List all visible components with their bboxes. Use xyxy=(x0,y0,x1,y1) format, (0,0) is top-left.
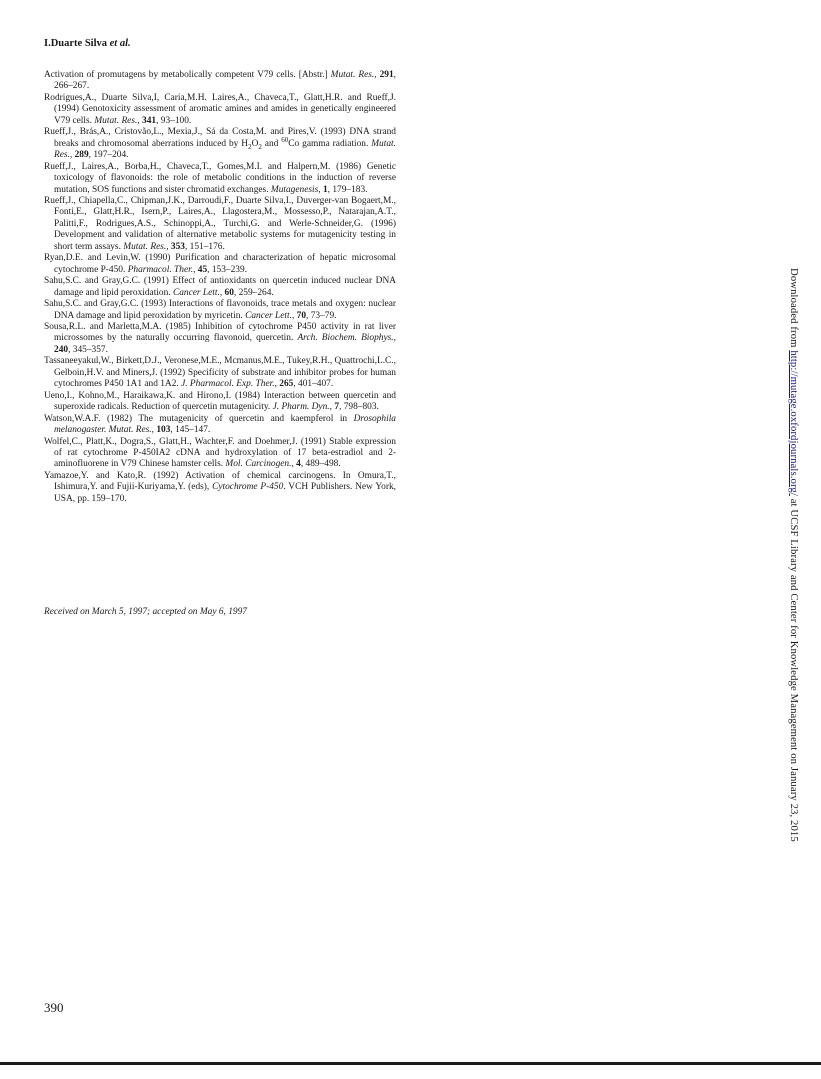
reference-item xyxy=(44,196,396,253)
reference-text: Yamazoe,Y. and Kato,R. (1992) Activation of chemical carcinogens. In Omura,T., Ishimura,Y. and Fujii-Kuriyama,Y. (eds), xyxy=(44,470,396,493)
reference-text: , xyxy=(69,150,75,161)
reference-text: 45 xyxy=(197,264,208,275)
reference-text: 60 xyxy=(224,287,234,298)
reference-text: 2 xyxy=(258,142,262,151)
reference-text: , 259–264. xyxy=(233,287,274,298)
reference-text: , xyxy=(151,425,157,436)
reference-text: Sousa,R.L. and Marletta,M.A. (1985) Inhibition of cytochrome P450 activity in rat liver microssomes by the naturally occurring flavonoid, quercetin. xyxy=(44,321,396,344)
reference-text: 289 xyxy=(74,150,89,161)
reference-text: , 266–267. xyxy=(54,70,397,92)
reference-text: 103 xyxy=(156,425,171,436)
reference-item xyxy=(44,276,396,299)
reference-text: J. Pharmacol. Exp. Ther. xyxy=(181,379,275,390)
reference-text: , 153–239. xyxy=(207,264,247,275)
reference-text: Sahu,S.C. and Gray,G.C. (1993) Interactions of flavonoids, trace metals and oxygen: nuclear DNA damage and lipid peroxidation by myricetin. xyxy=(44,299,396,321)
reference-text: , 73–79. xyxy=(306,310,337,321)
reference-item xyxy=(44,414,396,437)
reference-text: , xyxy=(274,379,280,390)
reference-text: , 197–204. xyxy=(88,150,129,161)
reference-text: Tassaneeyakul,W., Birkett,D.J., Veronese,M.E., Mcmanus,M.E., Tukey,R.H., Quattrochi,L.C., Gelboin,H.V. and Miners,J. (1992) Specificity of substrate and inhibitor probes for human cytochromes P450 1A1 and 1A2. xyxy=(44,356,396,390)
reference-text: , xyxy=(291,310,297,321)
reference-text: Ryan,D.E. and Levin,W. (1990) Purification and characterization of hepatic microsomal cytochrome P-450. xyxy=(44,253,396,275)
reference-text: Arch. Biochem. Biophys. xyxy=(297,333,394,344)
reference-item xyxy=(44,162,396,196)
reference-item xyxy=(44,253,396,276)
reference-text: Pharmacol. Ther. xyxy=(127,264,194,275)
page-number: 390 xyxy=(44,1000,64,1015)
reference-text: 1 xyxy=(322,184,328,195)
reference-text: J. Pharm. Dyn. xyxy=(272,402,330,413)
reference-text: Cancer Lett. xyxy=(172,287,220,298)
reference-item xyxy=(44,437,396,471)
reference-text: , xyxy=(393,333,396,344)
reference-text: 7 xyxy=(334,402,339,413)
reference-text: 341 xyxy=(142,115,157,126)
reference-text: Mutat. Res. xyxy=(94,115,138,126)
reference-text: Watson,W.A.F. (1982) The mutagenicity of quercetin and kaempferol in xyxy=(44,413,354,424)
reference-text: , 401–407. xyxy=(293,379,334,390)
reference-text: Ueno,I., Kohno,M., Haraikawa,K. and Hirono,I. (1984) Interaction between quercetin and superoxide radicals. Reduction of quercetin mutagenicity. xyxy=(44,390,396,413)
reference-text: , xyxy=(329,402,335,413)
received-note: Received on March 5, 1997; accepted on May 6, 1997 xyxy=(44,607,247,617)
reference-text: O xyxy=(251,138,259,149)
reference-text: 4 xyxy=(296,459,301,470)
reference-item xyxy=(44,471,396,505)
reference-text: Wolfel,C., Platt,K., Dogra,S., Glatt,H., Wachter,F. and Doehmer,J. (1991) Stable expression of rat cytochrome P-450IA2 cDNA and hydroxylation of 17 beta-estradiol and 2-aminofluorene in V79 Chinese hamster cells. xyxy=(44,436,396,470)
download-note-prefix: Downloaded from xyxy=(788,268,800,351)
reference-item xyxy=(44,127,396,161)
reference-text: Activation of promutagens by metabolically competent V79 cells. [Abstr.] xyxy=(44,70,331,80)
reference-text: , xyxy=(137,115,143,126)
reference-text: , 345–357. xyxy=(68,344,108,355)
reference-text: Rueff,J., Laires,A., Borba,H., Chaveca,T., Gomes,M.I. and Halpern,M. (1986) Genetic toxicology of flavonoids: the role of metabolic conditions in the induction of reverse mutation, SOS functions and sister chromatid exchanges. xyxy=(44,161,396,195)
reference-text: Rodrigues,A., Duarte Silva,I, Caria,M.H. Laires,A., Chaveca,T., Glatt,H.R. and Rueff,J. (1994) Genotoxicity assessment of aromatic amines and amides in genetically engineered V79 cells. xyxy=(44,92,396,126)
reference-text: , 179–183. xyxy=(327,184,368,195)
reference-text: Rueff,J., Chiapella,C., Chipman,J.K., Darroudi,F., Duarte Silva,I., Duverger-van Bogaert,M., Fonti,E., Glatt,H.R., Isern,P., Laires,A., Llagostera,M., Mossesso,P., Natarajan,A.T., Palitti,F., Rodrigues,A.S., Schinoppi,A., Turchi,G. and Werle-Schneider,G. (1996) Development and validation of alternative metabolic systems for mutagenicity testing in short term assays. xyxy=(44,195,396,252)
reference-text: , 145–147. xyxy=(170,425,211,436)
reference-text: 70 xyxy=(296,310,307,321)
reference-text: and xyxy=(261,138,282,149)
reference-text: 2 xyxy=(248,142,252,151)
reference-text: 240 xyxy=(54,344,69,355)
reference-item xyxy=(44,322,396,356)
reference-text: Cancer Lett. xyxy=(245,310,292,321)
reference-item xyxy=(44,93,396,127)
download-note xyxy=(788,268,800,842)
reference-text: Co gamma radiation. xyxy=(288,138,372,149)
reference-text: , 798–803. xyxy=(339,402,379,413)
reference-text: , xyxy=(166,241,171,252)
reference-list xyxy=(44,70,396,505)
reference-text: 60 xyxy=(281,135,289,144)
reference-text: . VCH Publishers. New York, USA, pp. 159–170. xyxy=(54,482,397,504)
reference-text: Cytochrome P-450 xyxy=(212,482,284,493)
reference-text: 291 xyxy=(379,70,394,80)
reference-text: Rueff,J., Brás,A., Cristovão,L., Mexia,J., Sá da Costa,M. and Pires,V. (1993) DNA strand breaks and chromosomal aberrations induced by H xyxy=(44,127,396,149)
reference-text: 265 xyxy=(279,379,294,390)
running-head-etal: et al. xyxy=(109,38,131,49)
reference-text: Mutat. Res. xyxy=(330,70,375,80)
reference-text: , 489–498. xyxy=(300,459,341,470)
running-head-authors: I.Duarte Silva xyxy=(44,38,107,49)
download-note-suffix: at UCSF Library and Center for Knowledge Management on January 23, 2015 xyxy=(788,495,800,842)
reference-text: Drosophila melanogaster. Mutat. Res. xyxy=(54,413,396,436)
reference-item xyxy=(44,299,396,322)
reference-item xyxy=(44,391,396,414)
reference-item xyxy=(44,70,396,93)
reference-text: Mol. Carcinogen. xyxy=(225,459,292,470)
reference-text: Mutagenesis xyxy=(270,184,319,195)
reference-text: , 151–176. xyxy=(184,241,225,252)
reference-text: Mutat. Res. xyxy=(54,138,396,161)
reference-text: 353 xyxy=(170,241,185,252)
reference-text: Mutat. Res. xyxy=(123,241,167,252)
reference-text: , xyxy=(318,184,323,195)
reference-text: , xyxy=(291,459,297,470)
download-note-link[interactable]: http://mutage.oxfordjournals.org/ xyxy=(788,350,800,496)
reference-text: , xyxy=(219,287,225,298)
footer-rule xyxy=(0,1062,821,1065)
reference-text: , 93–100. xyxy=(156,115,192,126)
reference-text: , xyxy=(374,70,380,80)
reference-text: Sahu,S.C. and Gray,G.C. (1991) Effect of antioxidants on quercetin induced nuclear DNA damage and lipid peroxidation. xyxy=(44,276,396,298)
running-head xyxy=(44,38,131,49)
reference-text: , xyxy=(193,264,198,275)
reference-item xyxy=(44,356,396,390)
